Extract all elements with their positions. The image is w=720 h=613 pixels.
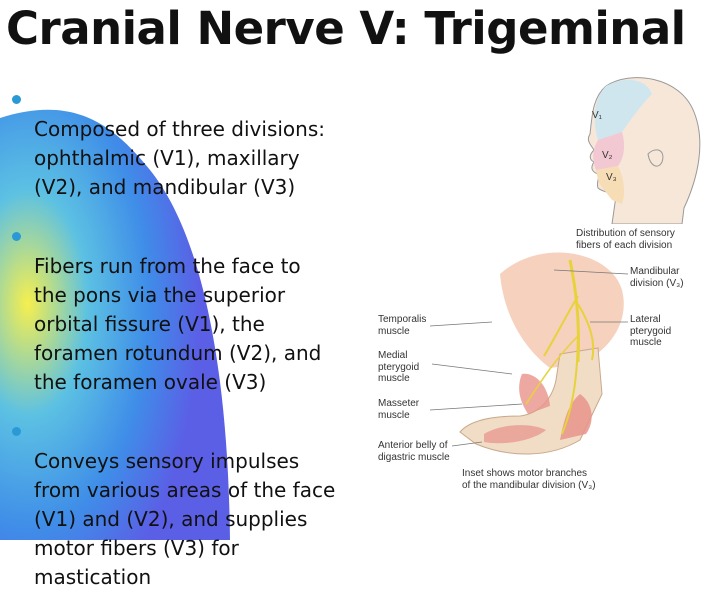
bullet-dot-icon — [12, 427, 21, 436]
bullet-text: Fibers run from the face to the pons via the superior orbital fissure (V1), the foramen rotundum (V2), and the foramen ovale (V3) — [34, 254, 322, 394]
trigeminal-figure — [372, 74, 718, 504]
bullet-dot-icon — [12, 232, 21, 241]
bullet-list — [8, 86, 358, 613]
v1-label: V₁ — [592, 110, 603, 121]
bullet-dot-icon — [12, 95, 21, 104]
masseter-label: Masseter muscle — [378, 398, 420, 421]
mandibular-division-label: Mandibular division (V₃) — [630, 266, 684, 289]
v3-label: V₃ — [606, 172, 617, 183]
lateral-pterygoid-label: Lateral pterygoid muscle — [630, 314, 672, 348]
distribution-caption: Distribution of sensory fibers of each division — [576, 228, 675, 251]
v2-label: V₂ — [602, 150, 613, 161]
slide-title: Cranial Nerve V: Trigeminal — [6, 2, 686, 55]
bullet-text: Conveys sensory impulses from various areas of the face (V1) and (V2), and supplies motor fibers (V3) for mastication — [34, 449, 336, 589]
bullet-item — [8, 86, 358, 202]
bullet-text: Composed of three divisions: ophthalmic (V1), maxillary (V2), and mandibular (V3) — [34, 117, 325, 199]
bullet-item — [8, 223, 358, 397]
bullet-item — [8, 418, 358, 592]
temporalis-label: Temporalis muscle — [378, 314, 427, 337]
inset-caption: Inset shows motor branches of the mandibular division (V₃) — [462, 468, 596, 491]
medial-pterygoid-label: Medial pterygoid muscle — [378, 350, 420, 384]
digastric-label: Anterior belly of digastric muscle — [378, 440, 450, 463]
